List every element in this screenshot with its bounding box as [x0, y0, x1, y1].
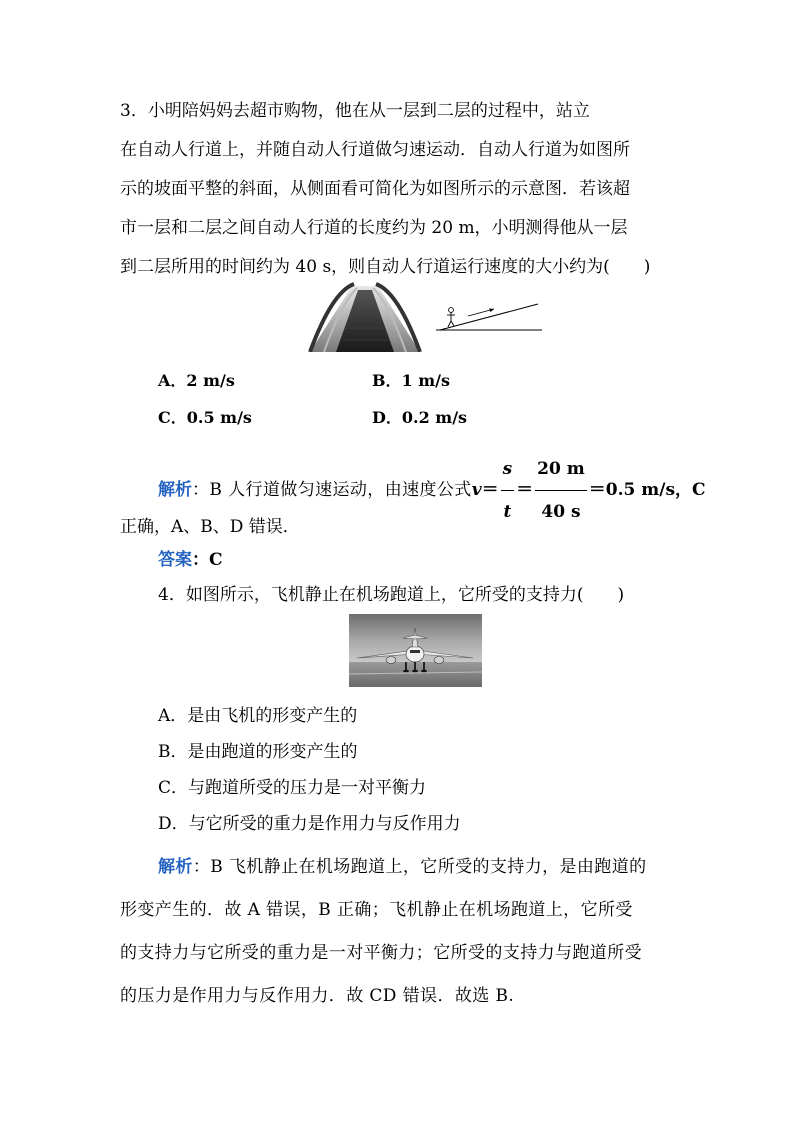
q4-analysis-line-3: 的支持力与它所受的重力是一对平衡力；它所受的支持力与跑道所受 [120, 943, 642, 963]
q3-answer-label: 答案 [158, 550, 192, 570]
formula-eq-2: ＝ [516, 480, 534, 500]
q3-analysis-text: ：B 人行道做匀速运动，由速度公式 [192, 480, 472, 500]
q4-analysis-line-1 [158, 852, 647, 877]
q4-option-a: A．是由飞机的形变产生的 [158, 706, 358, 726]
q3-option-d: D．0.2 m/s [372, 408, 468, 427]
q4-option-d: D．与它所受的重力是作用力与反作用力 [158, 814, 461, 834]
escalator-photo [302, 282, 428, 352]
q4-analysis-line-2: 形变产生的．故 A 错误，B 正确；飞机静止在机场跑道上，它所受 [120, 900, 633, 920]
q4-stem: 4．如图所示，飞机静止在机场跑道上，它所受的支持力( ) [158, 585, 625, 605]
q4-option-b: B．是由跑道的形变产生的 [158, 742, 358, 762]
formula-s: s [501, 448, 515, 491]
q3-analysis-line-2: 正确，A、B、D 错误． [120, 517, 300, 537]
q3-option-c: C．0.5 m/s [158, 408, 252, 427]
q3-option-b: B．1 m/s [372, 371, 451, 390]
formula-result: ＝0.5 m/s，C [588, 480, 706, 500]
formula-denominator: 40 s [541, 502, 581, 522]
q3-analysis-label: 解析 [158, 480, 192, 500]
q3-option-a: A．2 m/s [158, 371, 235, 390]
q4-analysis-line-4: 的压力是作用力与反作用力．故 CD 错误．故选 B. [120, 986, 515, 1006]
q3-answer-value: ：C [192, 550, 223, 570]
formula-fraction-st [501, 448, 515, 533]
q3-stem-line-4: 市一层和二层之间自动人行道的长度约为 20 m，小明测得他从一层 [120, 218, 628, 238]
q4-analysis-label: 解析 [158, 857, 193, 877]
formula-v: v [471, 480, 482, 500]
formula-fraction-values [535, 448, 587, 533]
q3-stem-line-2: 在自动人行道上，并随自动人行道做匀速运动．自动人行道为如图所 [120, 140, 630, 160]
airplane-photo [349, 614, 482, 687]
formula-eq-1: ＝ [481, 480, 499, 500]
q4-option-c: C．与跑道所受的压力是一对平衡力 [158, 778, 427, 798]
formula-numerator: 20 m [535, 448, 587, 491]
formula-t: t [503, 502, 512, 522]
slope-diagram [434, 300, 544, 334]
q3-stem-line-5: 到二层所用的时间约为 40 s，则自动人行道运行速度的大小约为( ) [120, 257, 651, 277]
q3-answer [158, 545, 223, 570]
q3-stem-line-1: 3．小明陪妈妈去超市购物，他在从一层到二层的过程中，站立 [120, 101, 590, 121]
q4-analysis-text-1: ：B 飞机静止在机场跑道上，它所受的支持力，是由跑道的 [192, 857, 647, 877]
q3-stem-line-3: 示的坡面平整的斜面，从侧面看可简化为如图所示的示意图．若该超 [120, 179, 630, 199]
